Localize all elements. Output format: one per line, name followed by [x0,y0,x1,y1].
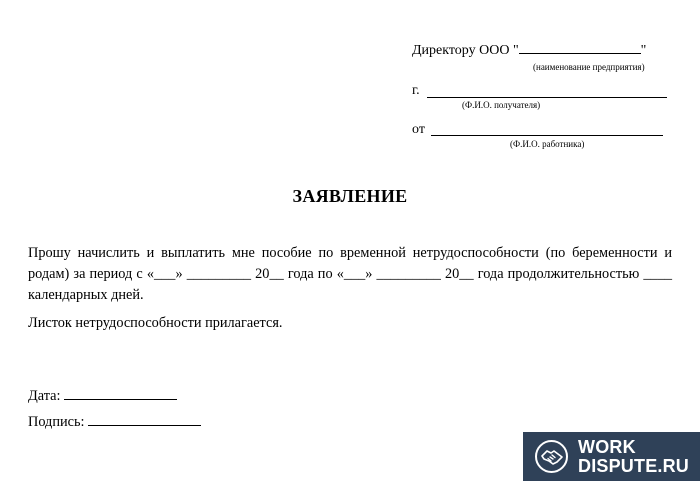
statement-body [28,243,672,334]
company-caption: (наименование предприятия) [533,62,645,72]
company-name-blank [519,53,641,54]
city-prefix: г. [412,83,420,98]
document-title: ЗАЯВЛЕНИЕ [292,186,408,206]
handshake-icon [535,440,568,473]
date-field [28,388,177,405]
date-label: Дата: [28,388,61,404]
signature-blank [88,425,201,426]
workdispute-logo [523,432,700,481]
attachment-note: Листок нетрудоспособности прилагается. [28,315,283,331]
recipient-name-blank [427,97,667,98]
date-blank [64,399,177,400]
signature-label: Подпись: [28,414,85,430]
logo-line-1: WORK [578,437,636,457]
director-suffix: " [640,43,647,58]
employee-caption: (Ф.И.О. работника) [510,139,585,149]
director-prefix: Директору ООО " [412,43,519,58]
recipient-caption: (Ф.И.О. получателя) [462,100,541,110]
logo-line-2: DISPUTE.RU [578,456,690,476]
signature-field [28,414,201,431]
addressee-director-line [412,43,646,59]
from-prefix: от [412,122,425,137]
statement-paragraph: Прошу начислить и выплатить мне пособие по временной нетрудоспособности (по беременности и родам) за период с «___» _________ 20__ года по «___» _________ 20__ года продолжительностью ____ календарных дней. [28,245,672,303]
employee-name-blank [431,135,663,136]
